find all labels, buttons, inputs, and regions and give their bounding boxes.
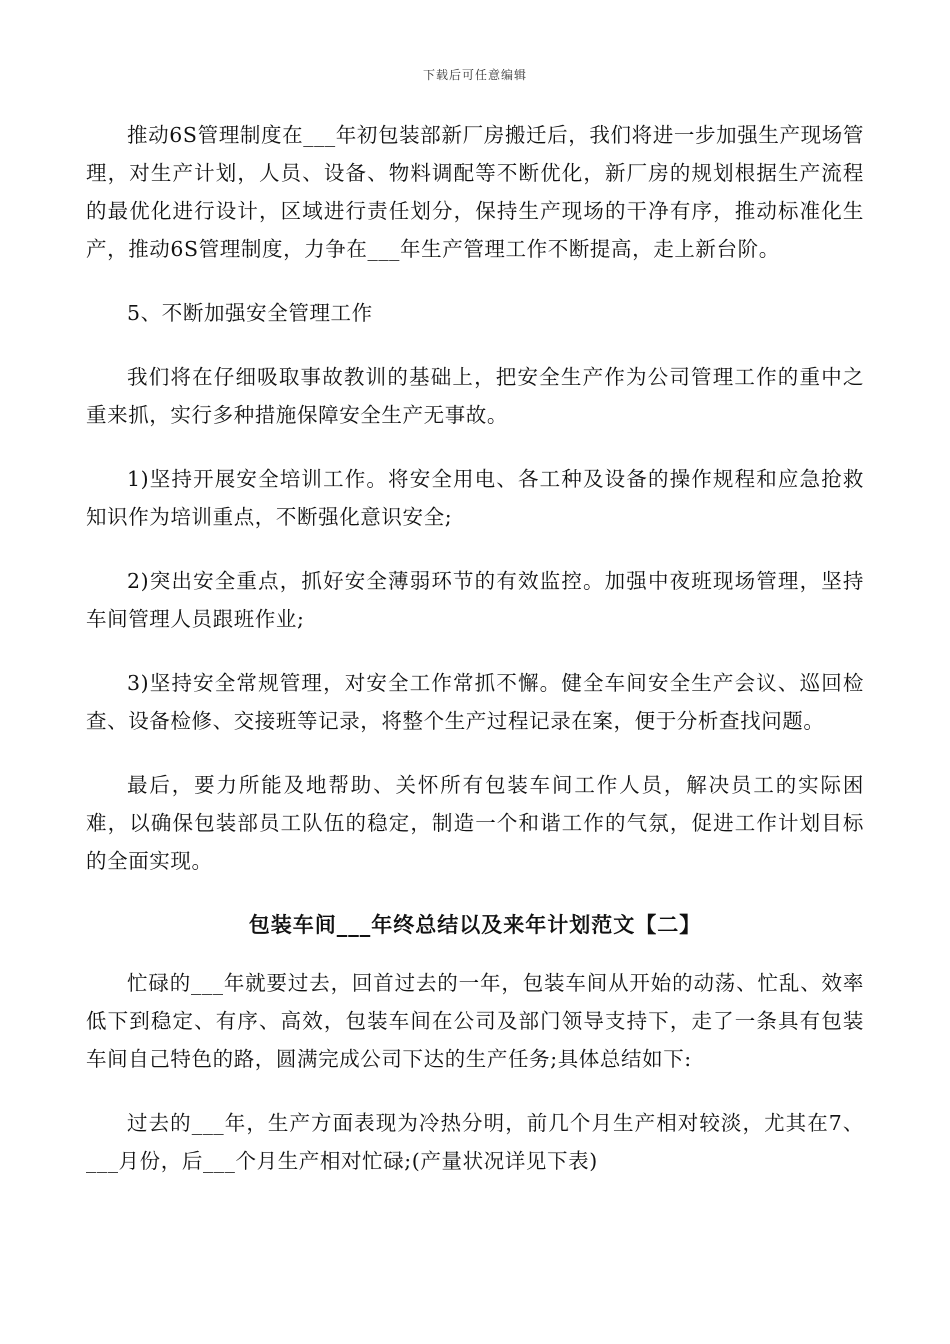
section-heading: 包装车间___年终总结以及来年计划范文【二】 (248, 912, 702, 937)
paragraph-safety-item-1: 1)坚持开展安全培训工作。将安全用电、各工种及设备的操作规程和应急抢救知识作为培训重点，不断强化意识安全; (86, 467, 864, 529)
document-body (86, 116, 864, 1206)
paragraph-conclusion: 最后，要力所能及地帮助、关怀所有包装车间工作人员，解决员工的实际困难，以确保包装部员工队伍的稳定，制造一个和谐工作的气氛，促进工作计划目标的全面实现。 (86, 773, 864, 873)
header-note: 下载后可任意编辑 (422, 68, 527, 82)
paragraph-summary-intro: 忙碌的___年就要过去，回首过去的一年，包装车间从开始的动荡、忙乱、效率低下到稳定、有序、高效，包装车间在公司及部门领导支持下，走了一条具有包装车间自己特色的路，圆满完成公司下达的生产任务;具体总结如下: (86, 971, 864, 1071)
paragraph-safety-item-2: 2)突出安全重点，抓好安全薄弱环节的有效监控。加强中夜班现场管理，坚持车间管理人员跟班作业; (86, 569, 864, 631)
paragraph-safety-intro: 我们将在仔细吸取事故教训的基础上，把安全生产作为公司管理工作的重中之重来抓，实行多种措施保障安全生产无事故。 (86, 365, 864, 427)
paragraph-6s-management: 推动6S管理制度在___年初包装部新厂房搬迁后，我们将进一步加强生产现场管理，对生产计划，人员、设备、物料调配等不断优化，新厂房的规划根据生产流程的最优化进行设计，区域进行责任划分，保持生产现场的干净有序，推动标准化生产，推动6S管理制度，力争在___年生产管理工作不断提高，走上新台阶。 (86, 123, 864, 261)
paragraph-production-overview: 过去的___年，生产方面表现为冷热分明，前几个月生产相对较淡，尤其在7、___月份，后___个月生产相对忙碌;(产量状况详见下表) (86, 1111, 864, 1173)
paragraph-safety-item-3: 3)坚持安全常规管理，对安全工作常抓不懈。健全车间安全生产会议、巡回检查、设备检修、交接班等记录，将整个生产过程记录在案，便于分析查找问题。 (86, 671, 864, 733)
paragraph-safety-heading: 5、不断加强安全管理工作 (127, 301, 373, 325)
